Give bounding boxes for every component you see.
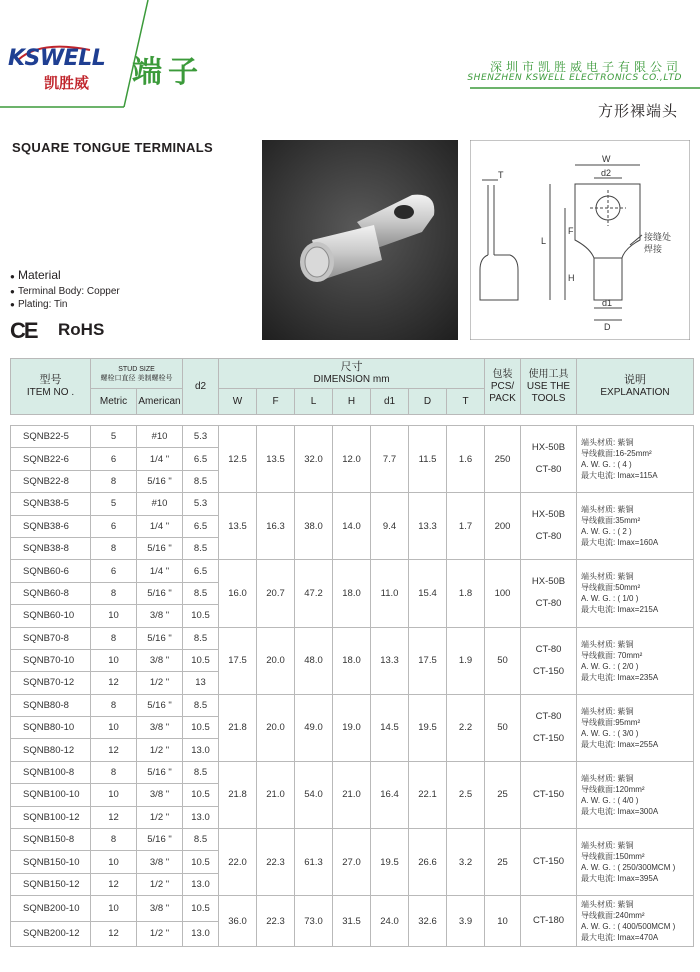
cell-model: SQNB60-8	[11, 582, 91, 604]
cell-metric: 10	[91, 605, 137, 627]
cell-metric: 6	[91, 560, 137, 582]
cell-metric: 12	[91, 672, 137, 694]
header-pack-en1: PCS/	[490, 380, 515, 392]
cell-d2: 8.5	[183, 694, 219, 716]
cell-american: 5/16 "	[137, 582, 183, 604]
cell-d2: 5.3	[183, 426, 219, 448]
cell-d1: 9.4	[371, 493, 409, 560]
cell-model: SQNB22-5	[11, 426, 91, 448]
explanation-line: 端头材质: 紫铜	[581, 706, 634, 716]
label-weld-1: 接缝处	[644, 233, 672, 243]
cell-d: 32.6	[409, 896, 447, 947]
cell-model: SQNB38-8	[11, 537, 91, 559]
header-explanation	[577, 359, 694, 415]
cell-metric: 6	[91, 515, 137, 537]
cell-w: 36.0	[219, 896, 257, 947]
cell-american: 5/16 "	[137, 470, 183, 492]
cell-w: 16.0	[219, 560, 257, 627]
cell-d: 26.6	[409, 829, 447, 896]
cell-metric: 12	[91, 739, 137, 761]
cell-w: 13.5	[219, 493, 257, 560]
cell-tools	[521, 627, 577, 694]
cell-t: 1.9	[447, 627, 485, 694]
table-row	[11, 560, 694, 582]
cell-explanation	[577, 560, 694, 627]
explanation-line: 最大电流: Imax=160A	[581, 538, 659, 548]
header-dimension-en: DIMENSION mm	[313, 374, 390, 385]
cell-metric: 8	[91, 627, 137, 649]
table-row	[11, 493, 694, 515]
tool-name: CT-80	[535, 531, 562, 543]
cell-metric: 12	[91, 806, 137, 828]
tool-name: CT-80	[535, 710, 562, 722]
header-expl-en: EXPLANATION	[600, 387, 670, 398]
cell-d2: 10.5	[183, 605, 219, 627]
cell-f: 13.5	[257, 426, 295, 493]
cell-metric: 12	[91, 873, 137, 895]
cell-metric: 8	[91, 829, 137, 851]
label-t: T	[498, 170, 504, 180]
explanation-line: 导线截面:16-25mm²	[581, 449, 652, 459]
cell-american: 5/16 "	[137, 537, 183, 559]
label-d1: d1	[602, 298, 613, 308]
explanation-line: 端头材质: 紫铜	[581, 572, 634, 582]
cell-model: SQNB80-10	[11, 717, 91, 739]
cell-f: 16.3	[257, 493, 295, 560]
cell-american: 1/2 "	[137, 806, 183, 828]
logo: KSWELL	[8, 46, 106, 71]
product-title: SQUARE TONGUE TERMINALS	[12, 140, 213, 155]
header-pack-en2: PACK	[489, 392, 516, 404]
cell-american: 3/8 "	[137, 784, 183, 806]
cell-f: 20.0	[257, 627, 295, 694]
cell-american: 1/2 "	[137, 873, 183, 895]
tool-name: HX-50B	[531, 442, 566, 454]
explanation-line: 导线截面:35mm²	[581, 516, 641, 526]
cell-d2: 8.5	[183, 627, 219, 649]
spec-table-body	[11, 415, 694, 947]
cell-l: 48.0	[295, 627, 333, 694]
cell-model: SQNB200-10	[11, 896, 91, 922]
cell-d1: 13.3	[371, 627, 409, 694]
header-l: L	[295, 389, 333, 415]
cell-model: SQNB70-10	[11, 649, 91, 671]
cell-metric: 5	[91, 493, 137, 515]
tool-name: CT-150	[532, 856, 565, 868]
cell-t: 1.7	[447, 493, 485, 560]
cell-d2: 13.0	[183, 873, 219, 895]
table-row	[11, 627, 694, 649]
cell-tools	[521, 694, 577, 761]
header-tools-cn: 使用工具	[528, 368, 569, 380]
header-tools-en1: USE THE	[526, 380, 571, 392]
cell-h: 18.0	[333, 560, 371, 627]
label-weld-2: 焊接	[644, 245, 663, 255]
explanation-line: 导线截面: 70mm²	[581, 650, 643, 660]
dimension-drawing	[470, 140, 690, 340]
product-category-cn: 方形裸端头	[597, 102, 678, 120]
tool-name: HX-50B	[531, 509, 566, 521]
cell-metric: 5	[91, 426, 137, 448]
tool-name: CT-150	[532, 732, 565, 744]
cell-f: 22.3	[257, 829, 295, 896]
cell-pack: 25	[485, 761, 521, 828]
cell-d: 11.5	[409, 426, 447, 493]
cell-l: 61.3	[295, 829, 333, 896]
cell-american: 1/4 "	[137, 448, 183, 470]
cell-pack: 25	[485, 829, 521, 896]
cell-h: 31.5	[333, 896, 371, 947]
cell-american: 1/2 "	[137, 672, 183, 694]
label-f: F	[568, 226, 574, 236]
cell-d2: 5.3	[183, 493, 219, 515]
label-d2: d2	[601, 168, 612, 178]
header-h: H	[333, 389, 371, 415]
cell-f: 22.3	[257, 896, 295, 947]
table-row	[11, 761, 694, 783]
cell-tools	[521, 761, 577, 828]
explanation-line: 端头材质: 紫铜	[581, 505, 634, 515]
cell-h: 21.0	[333, 761, 371, 828]
material-body: Terminal Body: Copper	[18, 286, 120, 297]
spec-table	[10, 358, 694, 947]
cell-h: 14.0	[333, 493, 371, 560]
cell-model: SQNB70-8	[11, 627, 91, 649]
cell-d: 15.4	[409, 560, 447, 627]
cell-d2: 10.5	[183, 784, 219, 806]
header-stud	[91, 359, 183, 389]
cell-metric: 8	[91, 694, 137, 716]
cell-tools	[521, 493, 577, 560]
cell-model: SQNB150-12	[11, 873, 91, 895]
explanation-line: 最大电流: Imax=115A	[581, 471, 658, 481]
cell-model: SQNB22-8	[11, 470, 91, 492]
cell-american: #10	[137, 493, 183, 515]
cell-metric: 8	[91, 470, 137, 492]
cell-d1: 7.7	[371, 426, 409, 493]
cell-tools	[521, 829, 577, 896]
cell-t: 1.6	[447, 426, 485, 493]
cell-model: SQNB70-12	[11, 672, 91, 694]
cell-f: 20.7	[257, 560, 295, 627]
cell-american: 5/16 "	[137, 627, 183, 649]
explanation-line: A. W. G. : ( 2/0 )	[581, 661, 639, 671]
cell-model: SQNB100-10	[11, 784, 91, 806]
explanation-line: A. W. G. : ( 3/0 )	[581, 728, 639, 738]
material-list	[10, 267, 120, 311]
cell-american: 3/8 "	[137, 717, 183, 739]
cell-american: 1/4 "	[137, 560, 183, 582]
explanation-line: A. W. G. : ( 4/0 )	[581, 795, 639, 805]
header-dimension	[219, 359, 485, 389]
cell-d1: 11.0	[371, 560, 409, 627]
cell-pack: 200	[485, 493, 521, 560]
cell-l: 49.0	[295, 694, 333, 761]
cell-t: 3.2	[447, 829, 485, 896]
cell-pack: 50	[485, 627, 521, 694]
cell-t: 1.8	[447, 560, 485, 627]
cell-d2: 6.5	[183, 448, 219, 470]
cell-model: SQNB200-12	[11, 921, 91, 947]
header-model-en: ITEM NO .	[26, 387, 75, 398]
explanation-line: 端头材质: 紫铜	[581, 773, 634, 783]
header-tools	[521, 359, 577, 415]
table-spacer-cell	[11, 415, 694, 426]
cell-d2: 6.5	[183, 560, 219, 582]
cell-d2: 13	[183, 672, 219, 694]
cell-model: SQNB100-8	[11, 761, 91, 783]
tool-name: CT-150	[532, 665, 565, 677]
cell-d2: 8.5	[183, 582, 219, 604]
header-metric: Metric	[91, 389, 137, 415]
header-f: F	[257, 389, 295, 415]
explanation-line: A. W. G. : ( 1/0 )	[581, 594, 639, 604]
material-plating: Plating: Tin	[18, 299, 68, 310]
cell-d2: 13.0	[183, 739, 219, 761]
header-d: D	[409, 389, 447, 415]
cell-american: 5/16 "	[137, 761, 183, 783]
header-pack	[485, 359, 521, 415]
cell-american: 1/2 "	[137, 921, 183, 947]
cell-tools	[521, 560, 577, 627]
cell-model: SQNB22-6	[11, 448, 91, 470]
cell-d2: 10.5	[183, 717, 219, 739]
cell-l: 73.0	[295, 896, 333, 947]
cell-american: 5/16 "	[137, 829, 183, 851]
header-t: T	[447, 389, 485, 415]
cell-model: SQNB38-5	[11, 493, 91, 515]
header-d2: d2	[183, 359, 219, 415]
cell-w: 17.5	[219, 627, 257, 694]
cell-tools	[521, 426, 577, 493]
explanation-line: 端头材质: 紫铜	[581, 841, 634, 851]
cell-d2: 13.0	[183, 921, 219, 947]
table-row	[11, 829, 694, 851]
cell-american: 3/8 "	[137, 605, 183, 627]
cell-explanation	[577, 627, 694, 694]
cell-d: 17.5	[409, 627, 447, 694]
cell-pack: 50	[485, 694, 521, 761]
tool-name: CT-80	[535, 598, 562, 610]
cell-american: 5/16 "	[137, 694, 183, 716]
tool-name: CT-80	[535, 643, 562, 655]
table-row	[11, 426, 694, 448]
table-spacer	[11, 415, 694, 426]
cell-model: SQNB60-6	[11, 560, 91, 582]
cell-d: 13.3	[409, 493, 447, 560]
cell-f: 21.0	[257, 761, 295, 828]
cell-w: 21.8	[219, 761, 257, 828]
explanation-line: 最大电流: Imax=215A	[581, 605, 659, 615]
cell-model: SQNB60-10	[11, 605, 91, 627]
header-american: American	[137, 389, 183, 415]
tool-name: CT-180	[532, 915, 565, 927]
explanation-line: A. W. G. : ( 2 )	[581, 527, 632, 537]
label-l: L	[541, 236, 547, 246]
bullet-icon: ●	[10, 300, 15, 309]
cell-t: 2.5	[447, 761, 485, 828]
cell-pack: 250	[485, 426, 521, 493]
cell-explanation	[577, 493, 694, 560]
cell-metric: 10	[91, 717, 137, 739]
cell-l: 47.2	[295, 560, 333, 627]
cell-d2: 8.5	[183, 470, 219, 492]
cell-metric: 10	[91, 896, 137, 922]
cell-model: SQNB150-8	[11, 829, 91, 851]
rohs-mark: RoHS	[58, 320, 105, 339]
page-title: 端子	[132, 55, 204, 90]
label-d: D	[604, 322, 611, 332]
cell-h: 18.0	[333, 627, 371, 694]
explanation-line: 最大电流: Imax=255A	[581, 739, 659, 749]
cell-model: SQNB80-8	[11, 694, 91, 716]
explanation-line: A. W. G. : ( 4 )	[581, 460, 632, 470]
explanation-line: 最大电流: Imax=235A	[581, 672, 659, 682]
header-expl-cn: 说明	[624, 374, 647, 386]
header-stud-size: STUD SIZE	[118, 365, 155, 373]
tool-name: CT-150	[532, 788, 565, 800]
header-d1: d1	[371, 389, 409, 415]
cell-f: 20.0	[257, 694, 295, 761]
ce-mark: CE	[10, 318, 37, 343]
company-name-en: SHENZHEN KSWELL ELECTRONICS CO.,LTD	[467, 73, 682, 83]
explanation-line: 导线截面:95mm²	[581, 717, 641, 727]
header-model	[11, 359, 91, 415]
table-row	[11, 896, 694, 922]
explanation-line: 端头材质: 紫铜	[581, 639, 634, 649]
cell-l: 32.0	[295, 426, 333, 493]
cell-american: 3/8 "	[137, 649, 183, 671]
explanation-line: 最大电流: Imax=395A	[581, 874, 659, 884]
tool-name: HX-50B	[531, 576, 566, 588]
cell-metric: 10	[91, 851, 137, 873]
cell-model: SQNB80-12	[11, 739, 91, 761]
cell-metric: 6	[91, 448, 137, 470]
cell-t: 2.2	[447, 694, 485, 761]
cell-d1: 19.5	[371, 829, 409, 896]
logo-chinese: 凯胜威	[44, 74, 90, 92]
cell-d2: 6.5	[183, 515, 219, 537]
cell-american: 1/2 "	[137, 739, 183, 761]
explanation-line: 导线截面:120mm²	[581, 784, 645, 794]
bullet-icon: ●	[10, 272, 15, 281]
cell-tools	[521, 896, 577, 947]
cell-l: 54.0	[295, 761, 333, 828]
cell-d1: 24.0	[371, 896, 409, 947]
cell-explanation	[577, 896, 694, 947]
cell-d: 22.1	[409, 761, 447, 828]
cell-h: 12.0	[333, 426, 371, 493]
header-stud-cn: 螺栓口直径 美制螺栓号	[100, 374, 173, 382]
cell-w: 22.0	[219, 829, 257, 896]
cell-d2: 13.0	[183, 806, 219, 828]
label-w: W	[602, 154, 611, 164]
material-label: Material	[18, 268, 61, 282]
cell-d2: 8.5	[183, 537, 219, 559]
cell-pack: 10	[485, 896, 521, 947]
cell-model: SQNB100-12	[11, 806, 91, 828]
header-dimension-cn: 尺寸	[340, 361, 363, 373]
header-w: W	[219, 389, 257, 415]
cell-h: 27.0	[333, 829, 371, 896]
cell-american: 3/8 "	[137, 896, 183, 922]
explanation-line: A. W. G. : ( 400/500MCM )	[581, 922, 676, 932]
label-h: H	[568, 273, 575, 283]
header-pack-cn: 包装	[492, 368, 513, 380]
cell-d2: 8.5	[183, 829, 219, 851]
cell-h: 19.0	[333, 694, 371, 761]
cell-explanation	[577, 694, 694, 761]
cell-d1: 14.5	[371, 694, 409, 761]
cell-pack: 100	[485, 560, 521, 627]
explanation-line: 导线截面:240mm²	[581, 911, 645, 921]
cell-l: 38.0	[295, 493, 333, 560]
cell-metric: 8	[91, 537, 137, 559]
cell-d2: 10.5	[183, 649, 219, 671]
cell-d1: 16.4	[371, 761, 409, 828]
cell-d2: 10.5	[183, 851, 219, 873]
tool-name: CT-80	[535, 464, 562, 476]
header-tools-en2: TOOLS	[531, 392, 566, 404]
explanation-line: 最大电流: Imax=470A	[581, 933, 659, 943]
cell-american: 3/8 "	[137, 851, 183, 873]
cell-model: SQNB150-10	[11, 851, 91, 873]
table-row	[11, 694, 694, 716]
cell-explanation	[577, 761, 694, 828]
cell-w: 21.8	[219, 694, 257, 761]
cell-american: #10	[137, 426, 183, 448]
explanation-line: 导线截面:150mm²	[581, 852, 645, 862]
cell-d: 19.5	[409, 694, 447, 761]
cell-metric: 8	[91, 761, 137, 783]
cell-metric: 10	[91, 649, 137, 671]
cell-metric: 10	[91, 784, 137, 806]
cell-model: SQNB38-6	[11, 515, 91, 537]
explanation-line: 端头材质: 紫铜	[581, 438, 634, 448]
cell-explanation	[577, 426, 694, 493]
cell-w: 12.5	[219, 426, 257, 493]
product-photo	[262, 140, 458, 340]
explanation-line: A. W. G. : ( 250/300MCM )	[581, 863, 676, 873]
cell-metric: 12	[91, 921, 137, 947]
explanation-line: 导线截面:50mm²	[581, 583, 641, 593]
cell-d2: 8.5	[183, 761, 219, 783]
company-name-cn: 深圳市凯胜威电子有限公司	[489, 60, 682, 74]
explanation-line: 最大电流: Imax=300A	[581, 806, 659, 816]
header-model-cn: 型号	[39, 374, 62, 386]
explanation-line: 端头材质: 紫铜	[581, 900, 634, 910]
cell-d2: 10.5	[183, 896, 219, 922]
cell-american: 1/4 "	[137, 515, 183, 537]
cell-t: 3.9	[447, 896, 485, 947]
cell-metric: 8	[91, 582, 137, 604]
bullet-icon: ●	[10, 287, 15, 296]
cell-explanation	[577, 829, 694, 896]
